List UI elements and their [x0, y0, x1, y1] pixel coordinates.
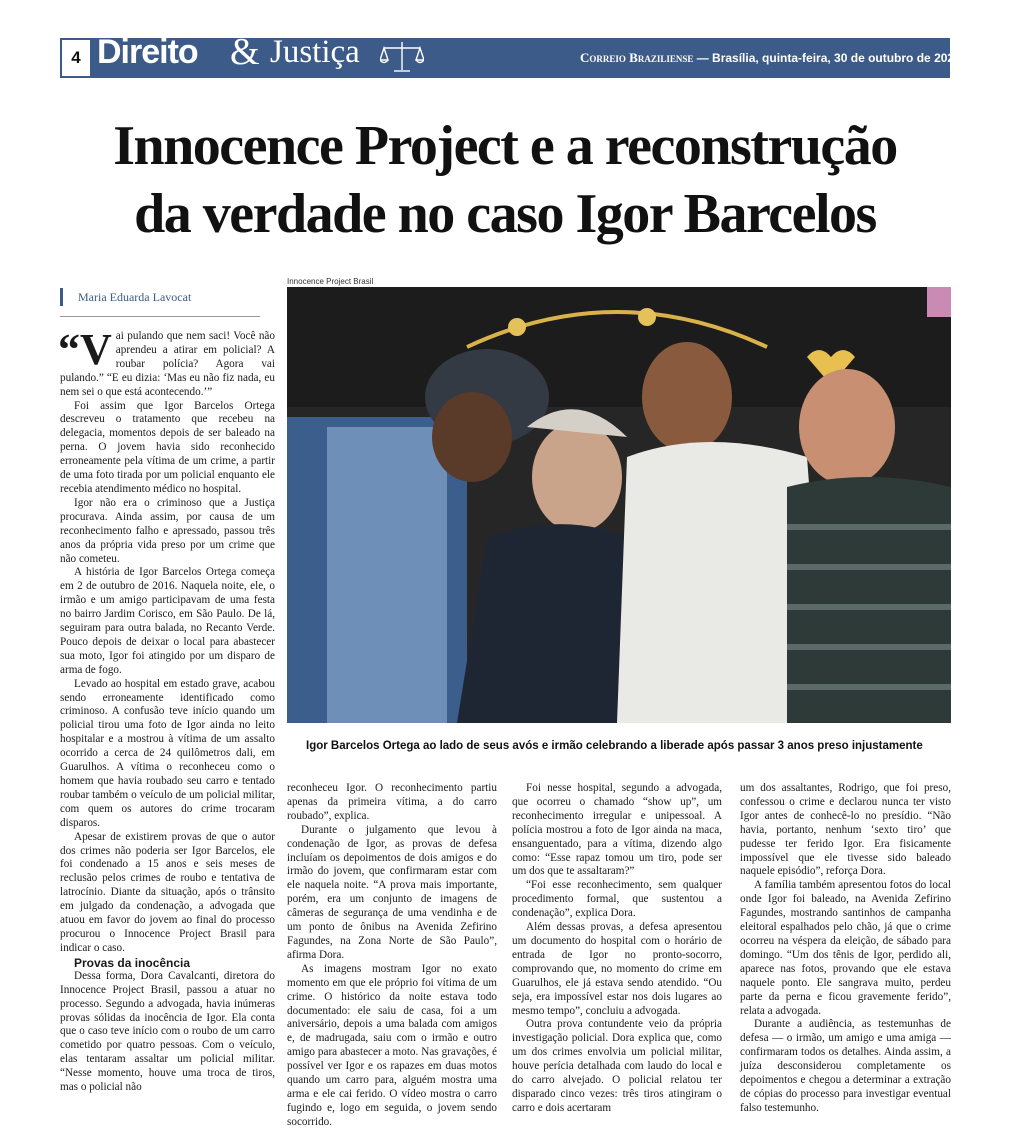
- photo-caption: Igor Barcelos Ortega ao lado de seus avós e irmão celebrando a liberade após passar 3 anos preso injustamente: [306, 740, 923, 752]
- paragraph: Apesar de existirem provas de que o autor dos crimes não poderia ser Igor Barcelos, ele foi condenado a 15 anos e seis meses de reclusão pelos crimes de roubo e tentativa de latrocínio. Diante da situação, após o trânsito em julgado da condenação, a advogada que atuou em favor do jovem ao final do processo procurou o Innocence Project Brasil para indicar o caso.: [60, 830, 275, 954]
- article-photo: [287, 287, 951, 723]
- paragraph: reconheceu Igor. O reconhecimento partiu apenas da primeira vítima, a do carro roubado”, explica.: [287, 782, 497, 822]
- paragraph: “Vai pulando que nem saci! Você não aprendeu a atirar em policial? A roubar polícia? Agora vai pulando.” “E eu dizia: ‘Mas eu não fiz nada, eu nem sei o que está acontecendo.’”: [58, 325, 275, 398]
- photo-credit: Innocence Project Brasil: [287, 277, 374, 286]
- paragraph: Levado ao hospital em estado grave, acabou sendo erroneamente identificado como criminoso. A confusão teve início quando um policial tirou uma foto de Igor ainda no leito hospitalar e a mostrou à vítima de um assalto ocorrido a cerca de 24 quilômetros dali, em Guarulhos. A vítima o reconheceu como o homem que havia roubado seu carro e tentado roubar também o veículo de um policial militar, com quem os autores do crime trocaram disparos.: [60, 677, 275, 829]
- byline-rule: [60, 288, 63, 306]
- article-column-3: [512, 782, 722, 1116]
- paragraph: A história de Igor Barcelos Ortega começa em 2 de outubro de 2016. Naquela noite, ele, o irmão e um amigo participavam de uma festa no bairro Jardim Corisco, em São Paulo. De lá, seguiram para outra balada, no Recanto Verde. Pouco depois de deixar o local para abastecer sua moto, Igor foi atingido por um disparo de arma de fogo.: [60, 566, 275, 676]
- paragraph: Foi assim que Igor Barcelos Ortega descreveu o tratamento que recebeu na delegacia, momentos depois de ser baleado na perna. O jovem havia sido reconhecido erroneamente pela vítima de um crime, a partir de uma foto tirada por um policial enquanto ele recebia atendimento médico no hospital.: [60, 399, 275, 495]
- byline-divider: [60, 316, 260, 317]
- paragraph: Outra prova contundente veio da própria investigação policial. Dora explica que, como um dos crimes envolvia um policial militar, houve perícia detalhada com laudo do local e do carro alvejado. O policial relatou ter disparado cinco vezes: três tiros atingiram o carro e dois acertaram: [512, 1018, 722, 1114]
- byline: Maria Eduarda Lavocat: [78, 290, 192, 304]
- section-title-direito: Direito: [97, 33, 198, 71]
- masthead: [580, 50, 961, 66]
- scales-of-justice-icon: [380, 40, 424, 74]
- paragraph: Durante a audiência, as testemunhas de defesa — o irmão, um amigo e uma amiga — confirmaram todos os detalhes. Ainda assim, a juíza desconsiderou completamente os depoimentos e chegou a determinar a extração de cópias do processo para investigar eventual falso testemunho.: [740, 1018, 951, 1114]
- article-column-4: [740, 782, 951, 1116]
- paragraph: A família também apresentou fotos do local onde Igor foi baleado, na Avenida Zefirino Fagundes, mostrando santinhos de campanha eleitoral espalhados pelo chão, já que o crime ocorreu na véspera da eleição, de sábado para domingo. “Um dos tênis de Igor, perdido ali, aparece nas fotos, provando que ele estava naquele ponto. Ele sangrava muito, perdeu parte da perna e ficou gravemente ferido”, relata a advogada.: [740, 879, 951, 1017]
- paragraph: Durante o julgamento que levou à condenação de Igor, as provas de defesa incluíam os depoimentos de dois amigos e do irmão do jovem, que confirmaram estar com ele naquela noite. “A prova mais importante, porém, era um conjunto de imagens de câmeras de segurança de uma vendinha e de um ponto de ônibus na Avenida Zefirino Fagundes, na Zona Norte de São Paulo”, afirma Dora.: [287, 823, 497, 961]
- paragraph: Igor não era o criminoso que a Justiça procurava. Ainda assim, por causa de um reconhecimento falho e apressado, passou três anos da própria vida preso por um crime que não cometeu.: [60, 496, 275, 565]
- page-number: 4: [62, 40, 90, 76]
- paragraph: Foi nesse hospital, segundo a advogada, que ocorreu o chamado “show up”, um reconhecimento irregular e unipessoal. A polícia mostrou a foto de Igor ainda na maca, ensanguentado, para a vítima, dizendo algo como: “Esse rapaz tomou um tiro, pode ser um dos que te assaltaram?”: [512, 782, 722, 878]
- section-title-justica: Justiça: [270, 34, 360, 70]
- newspaper-name: Correio Braziliense: [580, 50, 694, 65]
- paragraph: “Foi esse reconhecimento, sem qualquer procedimento formal, que sustentou a condenação”, explica Dora.: [512, 879, 722, 920]
- section-title-ampersand: &: [230, 31, 260, 73]
- paragraph: um dos assaltantes, Rodrigo, que foi preso, confessou o crime e declarou nunca ter visto Igor antes de conhecê-lo no presídio. “Não havia, portanto, nenhum ‘sexto tiro’ que pudesse ter ferido Igor. Era fisicamente impossível que ele tivesse sido baleado naquele episódio”, reforça Dora.: [740, 782, 951, 878]
- paragraph: Dessa forma, Dora Cavalcanti, diretora do Innocence Project Brasil, passou a atuar no processo. Segundo a advogada, havia inúmeras provas sólidas da inocência de Igor. Ela conta que o caso teve início com o roubo de um carro cometido por quatro pessoas. Com o veículo, elas tentaram assaltar um policial militar. “Nesse momento, houve uma troca de tiros, mas o policial não: [60, 969, 275, 1094]
- photo-illustration: [287, 287, 951, 723]
- dateline: — Brasília, quinta-feira, 30 de outubro de 2025: [696, 51, 961, 65]
- paragraph: Além dessas provas, a defesa apresentou um documento do hospital com o horário de entrada de Igor no pronto-socorro, comprovando que, no momento do crime em Guarulhos, ele já estava sendo atendido. “Ou seja, era impossível estar nos dois lugares ao mesmo tempo”, concluiu a advogada.: [512, 921, 722, 1017]
- headline-line-2: da verdade no caso Igor Barcelos: [134, 183, 876, 245]
- article-column-2: [287, 782, 497, 1130]
- headline: [30, 112, 980, 248]
- subheading: Provas da inocência: [74, 955, 191, 970]
- drop-cap: “V: [58, 325, 112, 374]
- headline-line-1: Innocence Project e a reconstrução: [113, 115, 897, 177]
- paragraph: As imagens mostram Igor no exato momento em que ele próprio foi vítima de um crime. O histórico da noite estava todo documentado: ele saiu de casa, foi a um aniversário, depois a uma balada com amigos e, de madrugada, saiu com o irmão e outro amigo para abastecer a moto. Nas gravações, é possível ver Igor e os rapazes em duas motos quando um carro para, alguém mostra uma arma e ele cai ferido. O vídeo mostra o carro fugindo e, logo em seguida, o jovem sendo socorrido.: [287, 962, 497, 1128]
- article-column-1: [58, 325, 275, 1095]
